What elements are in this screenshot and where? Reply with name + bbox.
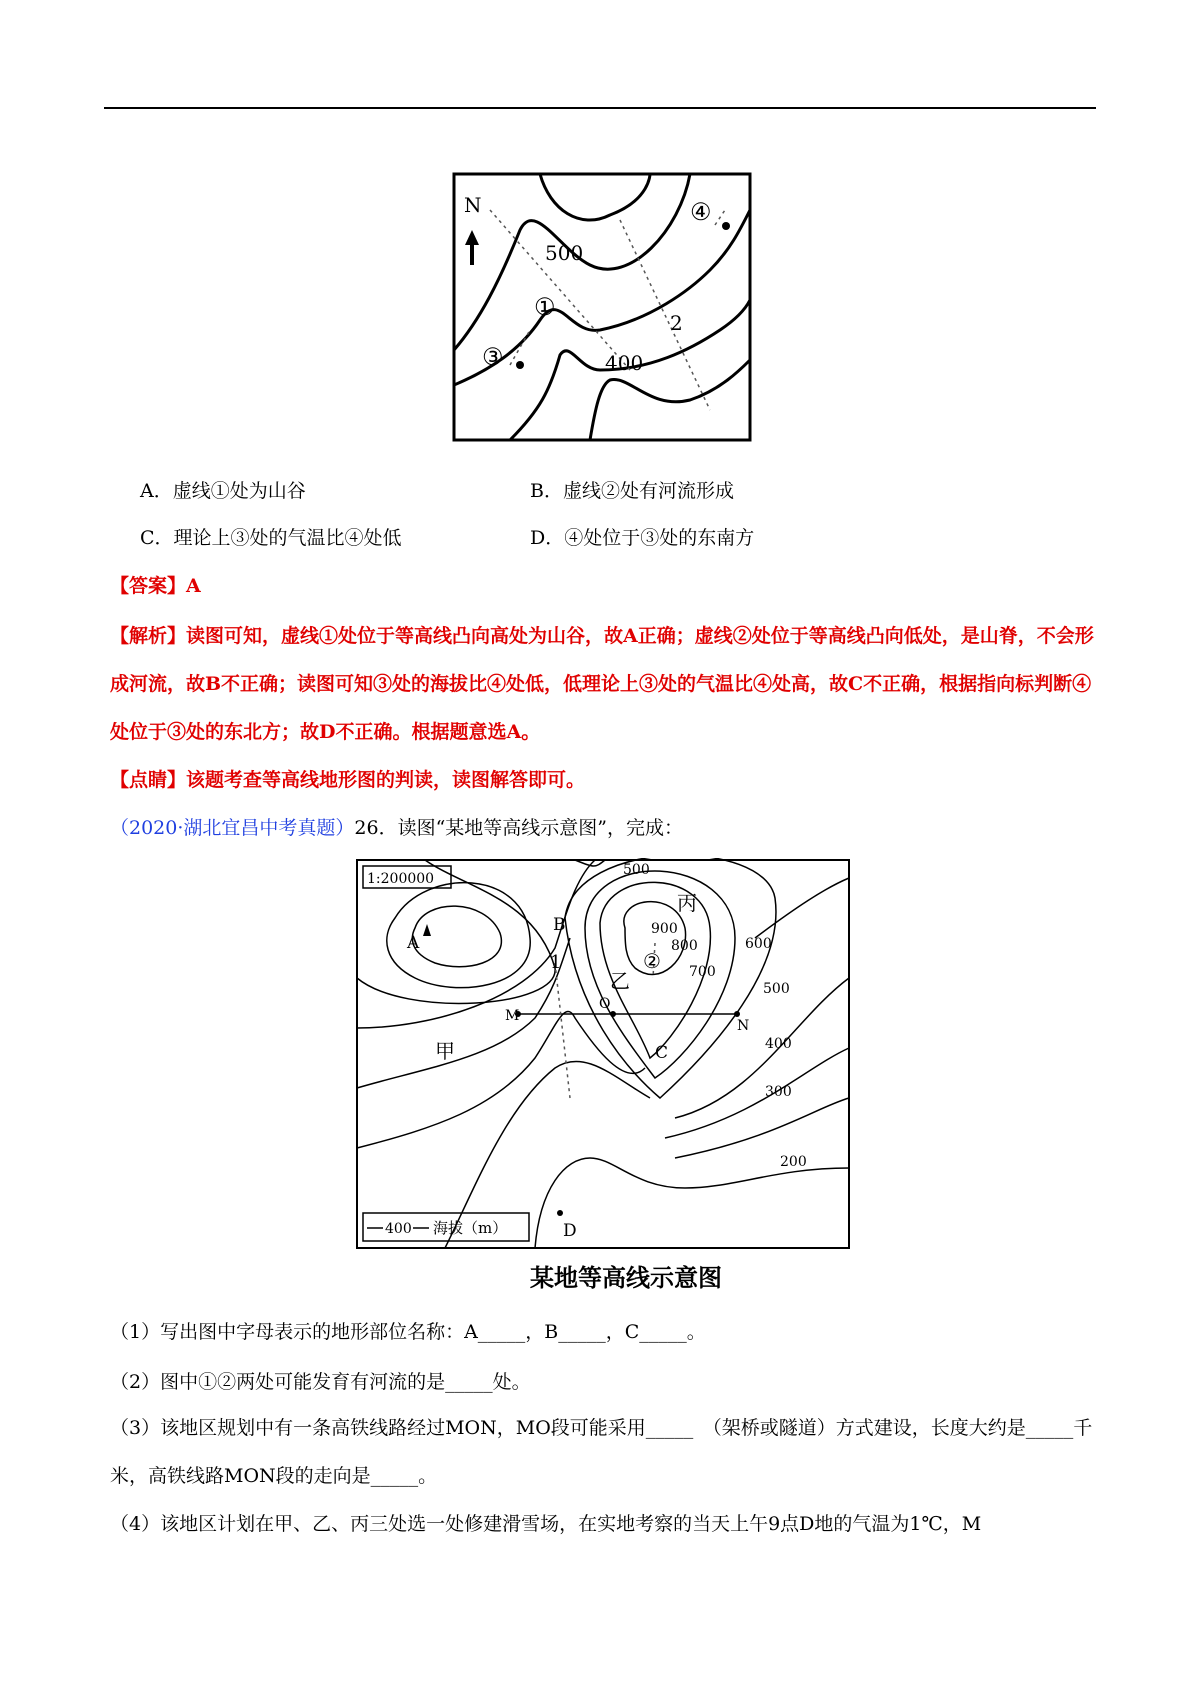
answer-value: A [186,575,201,597]
legend-label: 海拔（m） [433,1219,508,1237]
contour-900: 900 [651,921,678,937]
question-text: 26．读图“某地等高线示意图”，完成： [354,817,684,839]
answer-line [110,572,201,600]
comment-line [110,766,585,794]
contour-600: 600 [745,936,772,952]
option-a: A．虚线①处为山谷 [140,480,306,502]
option-c: C．理论上③处的气温比④处低 [140,527,402,549]
contour-500-right: 500 [763,981,790,997]
comment-tag: 【点睛】 [110,769,187,791]
contour-map-2 [355,858,855,1298]
label-n: N [737,1018,750,1034]
label-m: M [505,1008,520,1024]
label-circle-2: ② [643,949,661,973]
subquestion-4: （4）该地区计划在甲、乙、丙三处选一处修建滑雪场，在实地考察的当天上午9点D地的气温为1℃，M [110,1513,982,1535]
analysis-text: 读图可知，虚线①处位于等高线凸向高处为山谷，故A正确；虚线②处位于等高线凸向低处，是山脊，不会形成河流，故B不正确；读图可知③处的海拔比④处低，低理论上③处的气温比④处高，故C不正确，根据指向标判断④处位于③处的东北方；故D不正确。根据题意选A。 [110,625,1094,743]
subquestion-2: （2）图中①②两处可能发育有河流的是_____处。 [110,1371,531,1393]
label-jia: 甲 [435,1039,455,1063]
contour-200: 200 [780,1154,807,1170]
answer-tag: 【答案】 [110,575,187,597]
label-yi: 乙 [610,969,630,993]
label-d: D [563,1221,577,1241]
contour-map-1 [450,170,755,445]
subquestion-3: （3）该地区规划中有一条高铁线路经过MON，MO段可能采用_____ （架桥或隧道）方式建设，长度大约是_____千米，高铁线路MON段的走向是_____。 [110,1417,1093,1487]
question-header [110,814,683,842]
contour-400-label: 400 [605,351,644,375]
contour-400: 400 [765,1036,792,1052]
contour-500-label: 500 [545,241,584,265]
label-c: C [655,1043,669,1063]
contour-500-top: 500 [623,862,650,878]
comment-text: 该题考查等高线地形图的判读，读图解答即可。 [186,769,586,791]
label-a: A [407,933,420,953]
mark-3: ③ [482,343,504,371]
label-b: B [553,915,566,935]
subquestion-1: （1）写出图中字母表示的地形部位名称：A_____，B_____，C_____。 [110,1321,706,1343]
label-circle-1: 1 [550,952,562,973]
label-o: O [599,996,611,1012]
header-rule [104,107,1096,109]
mark-2: 2 [670,311,683,335]
question-source: （2020·湖北宜昌中考真题） [110,817,355,839]
legend-value: 400 [385,1221,412,1237]
contour-800: 800 [671,938,698,954]
map2-caption: 某地等高线示意图 [530,1263,722,1292]
analysis-tag: 【解析】 [110,625,187,647]
label-bing: 丙 [677,891,697,915]
north-label: N [464,193,482,217]
contour-300: 300 [765,1084,792,1100]
mark-4: ④ [690,198,712,226]
map2-scale: 1:200000 [367,871,435,887]
option-d: D．④处位于③处的东南方 [530,527,755,549]
analysis-paragraph [110,612,1095,756]
mark-1: ① [534,293,556,321]
contour-700: 700 [689,964,716,980]
option-b: B．虚线②处有河流形成 [530,480,734,502]
